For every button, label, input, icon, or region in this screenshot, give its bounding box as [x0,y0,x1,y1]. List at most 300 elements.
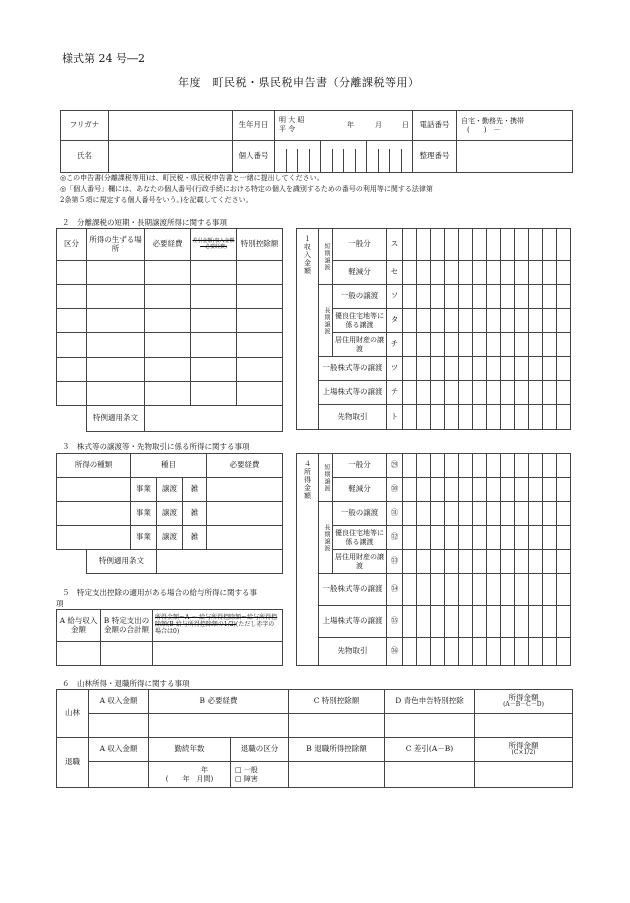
s2-cell[interactable] [145,285,191,309]
digit-cell[interactable] [403,261,417,285]
digit-cell[interactable] [501,638,515,666]
sanrin-c-header: C 特別控除額 [289,690,385,714]
s2-cell[interactable] [237,285,283,309]
digit-cell[interactable] [473,454,487,478]
digit-cell[interactable] [543,606,557,638]
digit-cell[interactable] [487,606,501,638]
s2-cell[interactable] [237,357,283,381]
digit-cell[interactable] [501,502,515,526]
digit-cell[interactable] [403,606,417,638]
s2-cell[interactable] [191,357,237,381]
digit-cell[interactable] [529,574,543,606]
digit-cell[interactable] [403,502,417,526]
digit-cell[interactable] [417,285,431,309]
digit-cell[interactable] [417,381,431,405]
s2-cell[interactable] [145,381,191,405]
s3-expense-header: 必要経費 [207,454,283,478]
digit-cell[interactable] [431,526,445,550]
digit-cell[interactable] [431,285,445,309]
s3-item-misc[interactable]: 雑 [183,478,207,502]
digit-cell[interactable] [487,478,501,502]
s3-cell[interactable] [207,526,283,550]
digit-cell[interactable] [515,333,529,357]
digit-cell[interactable] [515,357,529,381]
s3-item-misc[interactable]: 雑 [183,502,207,526]
taishoku-a-field[interactable] [89,762,149,788]
digit-cell[interactable] [543,502,557,526]
digit-cell[interactable] [445,526,459,550]
taishoku-kubun-field[interactable] [231,762,289,788]
birth-month: 月 [375,121,382,129]
digit-cell[interactable] [473,638,487,666]
digit-cell[interactable] [417,229,431,261]
digit-cell[interactable] [557,502,571,526]
s2-cell[interactable] [237,381,283,405]
digit-cell[interactable] [529,333,543,357]
digit-cell[interactable] [501,574,515,606]
digit-cell[interactable] [403,285,417,309]
digit-cell[interactable] [445,333,459,357]
digit-cell[interactable] [543,526,557,550]
digit-cell[interactable] [515,454,529,478]
s2-cell[interactable] [87,357,145,381]
s2-cell[interactable] [145,261,191,285]
digit-cell[interactable] [445,405,459,430]
taishoku-years-field[interactable] [149,762,231,788]
digit-cell[interactable] [487,526,501,550]
digit-cell[interactable] [403,405,417,430]
digit-cell[interactable] [515,502,529,526]
sanrin-income-label: 所得金額 [508,692,539,702]
digit-cell[interactable] [501,357,515,381]
digit-cell[interactable] [431,309,445,333]
digit-cell[interactable] [459,454,473,478]
name-field[interactable] [109,141,233,173]
income4-title-text: ４所得金額 [303,460,312,500]
digit-cell[interactable] [501,333,515,357]
digit-cell[interactable] [459,502,473,526]
digit-cell[interactable] [473,502,487,526]
digit-cell[interactable] [459,229,473,261]
digit-cell[interactable] [473,357,487,381]
digit-cell[interactable] [445,574,459,606]
digit-cell[interactable] [515,550,529,574]
s2-cell[interactable] [57,261,87,285]
digit-cell[interactable] [403,454,417,478]
digit-cell[interactable] [557,638,571,666]
sanrin-d-field[interactable] [385,714,475,738]
digit-cell[interactable] [515,405,529,430]
s2-cell[interactable] [237,309,283,333]
digit-cell[interactable] [445,550,459,574]
digit-cell[interactable] [515,261,529,285]
s3-cell[interactable] [57,478,131,502]
income4-row-label: 軽減分 [333,478,387,502]
taishoku-c-field[interactable] [385,762,475,788]
digit-cell[interactable] [431,357,445,381]
digit-cell[interactable] [543,478,557,502]
digit-cell[interactable] [501,309,515,333]
s2-cell[interactable] [145,333,191,357]
digit-cell[interactable] [445,454,459,478]
digit-cell[interactable] [557,333,571,357]
digit-cell[interactable] [403,381,417,405]
digit-cell[interactable] [487,381,501,405]
s2-cell[interactable] [57,285,87,309]
s3-cell[interactable] [207,478,283,502]
sanrin-income-field[interactable] [475,714,573,738]
income1-row-code: ス [387,229,403,261]
digit-cell[interactable] [445,502,459,526]
digit-cell[interactable] [459,638,473,666]
digit-cell[interactable] [459,357,473,381]
digit-cell[interactable] [417,454,431,478]
digit-cell[interactable] [445,309,459,333]
s2-cell[interactable] [145,357,191,381]
digit-cell[interactable] [487,574,501,606]
digit-cell[interactable] [515,381,529,405]
s3-item-transfer[interactable]: 譲渡 [157,502,183,526]
s5-c-header [153,610,283,642]
digit-cell[interactable] [431,405,445,430]
digit-cell[interactable] [487,357,501,381]
digit-cell[interactable] [501,261,515,285]
digit-cell[interactable] [543,333,557,357]
digit-cell[interactable] [557,478,571,502]
s2-cell[interactable] [191,381,237,405]
digit-cell[interactable] [473,309,487,333]
income1-row-code: ト [387,405,403,430]
digit-cell[interactable] [459,606,473,638]
digit-cell[interactable] [515,526,529,550]
s3-item-biz[interactable]: 事業 [131,526,157,550]
digit-cell[interactable] [403,333,417,357]
taishoku-income-formula: (C×1/2) [511,749,536,757]
digit-cell[interactable] [487,309,501,333]
s2-cell[interactable] [57,381,87,405]
digit-cell[interactable] [487,229,501,261]
income1-row-label: 一般株式等の譲渡 [319,357,387,381]
digit-cell[interactable] [473,405,487,430]
sanrin-b-field[interactable] [149,714,289,738]
taishoku-income-header [475,738,573,762]
digit-cell[interactable] [417,550,431,574]
digit-cell[interactable] [417,405,431,430]
digit-cell[interactable] [557,606,571,638]
digit-cell[interactable] [403,526,417,550]
digit-cell[interactable] [473,550,487,574]
digit-cell[interactable] [515,574,529,606]
s5-b-field[interactable] [101,642,153,666]
s3-special-rule-field[interactable] [157,550,283,574]
s2-cell[interactable] [57,333,87,357]
digit-cell[interactable] [501,550,515,574]
s2-kubun-header: 区分 [57,229,87,261]
digit-cell[interactable] [529,638,543,666]
digit-cell[interactable] [417,357,431,381]
digit-cell[interactable] [529,502,543,526]
digit-cell[interactable] [403,357,417,381]
digit-cell[interactable] [501,606,515,638]
digit-cell[interactable] [473,261,487,285]
s2-special-rule-field[interactable] [145,405,283,431]
income4-row-code: ㉝ [387,550,403,574]
digit-cell[interactable] [487,333,501,357]
digit-cell[interactable] [473,574,487,606]
digit-cell[interactable] [403,638,417,666]
digit-cell[interactable] [501,526,515,550]
income1-row-label: 上場株式等の譲渡 [319,381,387,405]
income4-short [319,454,333,502]
digit-cell[interactable] [459,574,473,606]
digit-cell[interactable] [445,638,459,666]
digit-cell[interactable] [431,502,445,526]
digit-cell[interactable] [473,229,487,261]
digit-cell[interactable] [417,309,431,333]
s2-cell[interactable] [191,285,237,309]
digit-cell[interactable] [459,381,473,405]
digit-cell[interactable] [403,478,417,502]
digit-cell[interactable] [543,357,557,381]
digit-cell[interactable] [543,638,557,666]
s2-cell[interactable] [87,333,145,357]
income4-row-code: ㉞ [387,574,403,606]
digit-cell[interactable] [473,606,487,638]
digit-cell[interactable] [557,285,571,309]
digit-cell[interactable] [501,229,515,261]
digit-cell[interactable] [459,405,473,430]
digit-cell[interactable] [529,606,543,638]
s3-item-transfer[interactable]: 譲渡 [157,478,183,502]
digit-cell[interactable] [529,454,543,478]
s5-a-field[interactable] [57,642,101,666]
digit-cell[interactable] [431,478,445,502]
digit-cell[interactable] [431,606,445,638]
digit-cell[interactable] [417,606,431,638]
digit-cell[interactable] [543,309,557,333]
digit-cell[interactable] [515,478,529,502]
mynumber-field[interactable] [275,141,413,173]
digit-cell[interactable] [501,405,515,430]
digit-cell[interactable] [543,261,557,285]
s2-cell[interactable] [191,309,237,333]
furigana-field[interactable] [109,111,233,141]
digit-cell[interactable] [445,381,459,405]
digit-cell[interactable] [445,606,459,638]
digit-cell[interactable] [487,638,501,666]
s2-cell[interactable] [191,261,237,285]
s2-cell[interactable] [87,261,145,285]
digit-cell[interactable] [543,405,557,430]
digit-cell[interactable] [557,526,571,550]
phone-field[interactable] [457,111,573,141]
income1-row-label: 先物取引 [319,405,387,430]
digit-cell[interactable] [529,550,543,574]
digit-cell[interactable] [529,526,543,550]
s2-cell[interactable] [145,309,191,333]
digit-cell[interactable] [543,285,557,309]
digit-cell[interactable] [487,405,501,430]
s3-item-transfer[interactable]: 譲渡 [157,526,183,550]
section2-title: ２ 分離課税の短期・長期譲渡所得に関する事項 [62,218,227,227]
digit-cell[interactable] [529,478,543,502]
digit-cell[interactable] [557,381,571,405]
digit-cell[interactable] [431,574,445,606]
digit-cell[interactable] [515,285,529,309]
digit-cell[interactable] [557,357,571,381]
digit-cell[interactable] [501,454,515,478]
taishoku-years-val: 年 [201,766,208,775]
s2-deduction-header [191,229,237,261]
digit-cell[interactable] [473,478,487,502]
income1-short-text: 短期譲渡 [322,242,330,271]
s2-cell[interactable] [87,309,145,333]
digit-cell[interactable] [473,381,487,405]
digit-cell[interactable] [529,381,543,405]
digit-cell[interactable] [487,502,501,526]
taishoku-opt-general[interactable]: □ 一般 [235,766,258,775]
digit-cell[interactable] [515,638,529,666]
s2-cell[interactable] [237,333,283,357]
digit-cell[interactable] [515,229,529,261]
taishoku-income-field[interactable] [475,762,573,788]
digit-cell[interactable] [403,309,417,333]
digit-cell[interactable] [529,309,543,333]
digit-cell[interactable] [473,526,487,550]
income4-row-code: ㉜ [387,526,403,550]
taishoku-income-label: 所得金額 [508,740,539,750]
digit-cell[interactable] [431,454,445,478]
sanrin-a-header: A 収入金額 [89,690,149,714]
digit-cell[interactable] [557,261,571,285]
digit-cell[interactable] [459,309,473,333]
digit-cell[interactable] [473,333,487,357]
digit-cell[interactable] [557,309,571,333]
s2-cell[interactable] [57,309,87,333]
digit-cell[interactable] [557,550,571,574]
digit-cell[interactable] [487,550,501,574]
income1-row-label: 優良住宅地等に係る譲渡 [333,309,387,333]
digit-cell[interactable] [459,526,473,550]
digit-cell[interactable] [445,285,459,309]
s2-cell[interactable] [87,381,145,405]
s3-item-biz[interactable]: 事業 [131,478,157,502]
digit-cell[interactable] [417,478,431,502]
digit-cell[interactable] [543,550,557,574]
s2-blank [57,405,87,431]
digit-cell[interactable] [557,405,571,430]
s2-cell[interactable] [87,285,145,309]
digit-cell[interactable] [403,229,417,261]
s2-cell[interactable] [237,261,283,285]
income4-row-label: 一般分 [333,454,387,478]
digit-cell[interactable] [557,229,571,261]
digit-cell[interactable] [557,574,571,606]
sanrin-income-header [475,690,573,714]
s2-expense-header: 必要経費 [145,229,191,261]
digit-cell[interactable] [459,333,473,357]
digit-cell[interactable] [487,454,501,478]
digit-cell[interactable] [431,261,445,285]
digit-cell[interactable] [501,478,515,502]
income1-row-label: 軽減分 [333,261,387,285]
mynumber-label: 個人番号 [233,141,275,173]
digit-cell[interactable] [417,261,431,285]
digit-cell[interactable] [529,357,543,381]
digit-cell[interactable] [501,381,515,405]
s2-cell[interactable] [191,333,237,357]
ref-field[interactable] [457,141,573,173]
digit-cell[interactable] [473,285,487,309]
birth-label: 生年月日 [233,111,275,141]
digit-cell[interactable] [445,357,459,381]
digit-cell[interactable] [417,638,431,666]
s3-item-misc[interactable]: 雑 [183,526,207,550]
digit-cell[interactable] [515,309,529,333]
digit-cell[interactable] [515,606,529,638]
sanrin-income-formula: (A－B－C－D) [503,701,544,709]
digit-cell[interactable] [529,285,543,309]
birth-year: 年 [347,121,354,129]
taishoku-b-header: B 退職所得控除額 [289,738,385,762]
digit-cell[interactable] [459,261,473,285]
s2-special-rule-label: 特例適用条文 [87,405,145,431]
sanrin-a-field[interactable] [89,714,149,738]
s5-b-header: B 特定支出の金額の合計額 [101,610,153,642]
digit-cell[interactable] [543,229,557,261]
digit-cell[interactable] [417,333,431,357]
s3-item-biz[interactable]: 事業 [131,502,157,526]
taishoku-b-field[interactable] [289,762,385,788]
digit-cell[interactable] [417,502,431,526]
digit-cell[interactable] [431,638,445,666]
s3-cell[interactable] [207,502,283,526]
digit-cell[interactable] [459,550,473,574]
s3-cell[interactable] [57,526,131,550]
digit-cell[interactable] [431,381,445,405]
s3-cell[interactable] [57,502,131,526]
digit-cell[interactable] [403,550,417,574]
digit-cell[interactable] [445,229,459,261]
s2-cell[interactable] [57,357,87,381]
digit-cell[interactable] [403,574,417,606]
digit-cell[interactable] [417,526,431,550]
digit-cell[interactable] [459,285,473,309]
digit-cell[interactable] [529,261,543,285]
s5-c-field[interactable] [153,642,283,666]
taishoku-opt-disability[interactable]: □ 障害 [235,774,258,783]
digit-cell[interactable] [431,550,445,574]
digit-cell[interactable] [445,478,459,502]
sanrin-c-field[interactable] [289,714,385,738]
digit-cell[interactable] [543,574,557,606]
income4-table [296,453,571,666]
digit-cell[interactable] [543,381,557,405]
digit-cell[interactable] [431,333,445,357]
digit-cell[interactable] [487,261,501,285]
digit-cell[interactable] [431,229,445,261]
digit-cell[interactable] [417,574,431,606]
digit-cell[interactable] [445,261,459,285]
digit-cell[interactable] [501,285,515,309]
digit-cell[interactable] [557,454,571,478]
digit-cell[interactable] [459,478,473,502]
digit-cell[interactable] [529,405,543,430]
digit-cell[interactable] [543,454,557,478]
digit-cell[interactable] [529,229,543,261]
digit-cell[interactable] [487,285,501,309]
birth-field[interactable] [275,111,413,141]
